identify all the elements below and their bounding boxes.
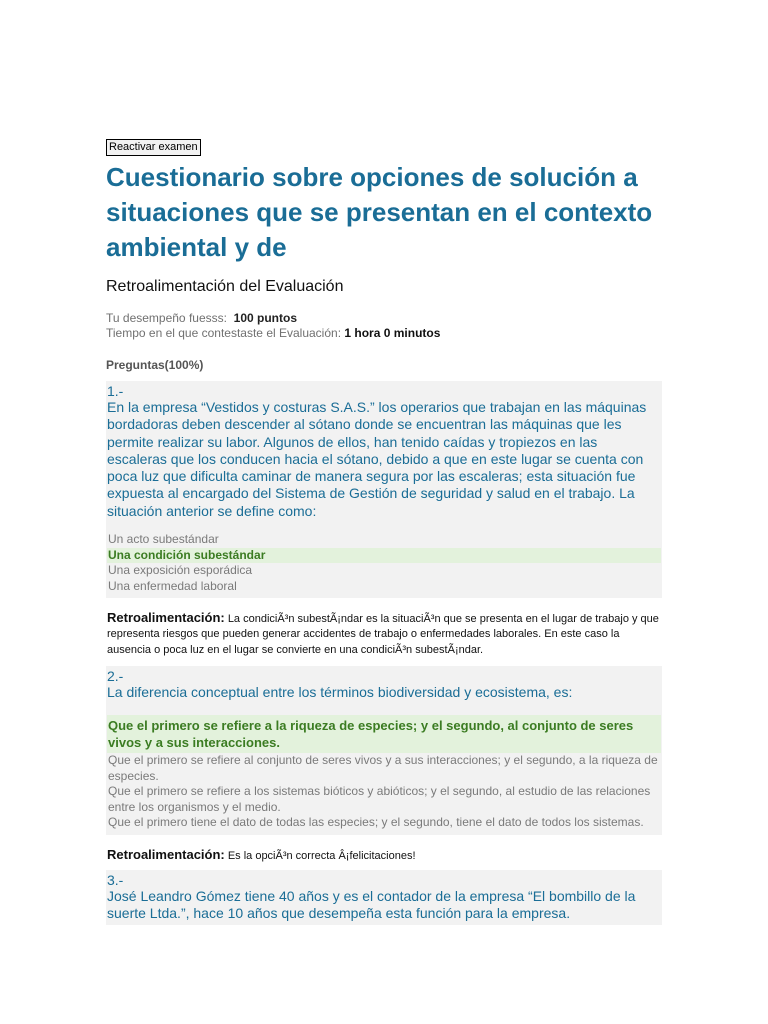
question-number: 2.-	[107, 667, 124, 684]
question-2	[106, 666, 662, 835]
reactivate-exam-button[interactable]: Reactivar examen	[106, 139, 201, 156]
answer-options	[107, 532, 661, 594]
time-label: Tiempo en el que contestaste el Evaluación:	[106, 326, 342, 340]
answer-option: Una enfermedad laboral	[108, 578, 237, 593]
performance-summary	[106, 311, 662, 341]
feedback-label: Retroalimentación:	[107, 610, 225, 626]
answer-option: Una exposición esporádica	[108, 563, 253, 578]
question-text: La diferencia conceptual entre los términos biodiversidad y ecosistema, es:	[107, 683, 573, 700]
question-text: En la empresa “Vestidos y costuras S.A.S.” los operarios que trabajan en las máquinas bordadoras deben descender al sótano donde se encuentran las máquinas que les permite realizar su labor. Algunos de ellos, han tenido caídas y tropiezos en las escaleras que los conducen hacia el sótano, debido a que en este lugar se cuenta con poca luz que dificulta caminar de manera segura por las escaleras; esta situación fue expuesta al encargado del Sistema de Gestión de seguridad y salud en el trabajo. La situación anterior se define como:	[107, 399, 647, 519]
question-number: 3.-	[107, 872, 124, 889]
feedback-heading: Retroalimentación del Evaluación	[106, 278, 344, 295]
question-text: José Leandro Gómez tiene 40 años y es el contador de la empresa “El bombillo de la suerte Ltda.”, hace 10 años que desempeña esta función para la empresa.	[107, 888, 636, 922]
answer-option-correct: Una condición subestándar	[107, 548, 661, 564]
question-1	[106, 381, 662, 598]
time-value: 1 hora 0 minutos	[344, 326, 441, 340]
answer-option: Que el primero tiene el dato de todas las especies; y el segundo, tiene el dato de todos los sistemas.	[108, 815, 644, 830]
page-title: Cuestionario sobre opciones de solución a situaciones que se presentan en el contexto ambiental y de	[106, 162, 653, 262]
question-3	[106, 870, 662, 925]
questions-heading: Preguntas(100%)	[106, 358, 204, 372]
feedback-text: La condiciÃ³n subestÃ¡ndar es la situaciÃ³n que se presenta en el lugar de trabajo y que representa riesgos que pueden generar accidentes de trabajo o enfermedades laborales. En este caso la ausencia o poca luz en el lugar se convierte en una condiciÃ³n subestÃ¡ndar.	[107, 613, 659, 656]
score-value: 100 puntos	[233, 311, 297, 325]
question-1-feedback	[106, 610, 662, 658]
answer-option: Que el primero se refiere al conjunto de seres vivos y a sus interacciones; y el segundo, a la riqueza de especies.	[108, 753, 658, 783]
answer-options	[107, 715, 661, 831]
feedback-label: Retroalimentación:	[107, 846, 225, 862]
time-line	[106, 326, 662, 341]
question-2-feedback	[106, 847, 662, 864]
question-number: 1.-	[107, 383, 124, 399]
score-label: Tu desempeño fuesss:	[106, 311, 227, 325]
score-line	[106, 311, 662, 326]
feedback-text: Es la opciÃ³n correcta Â¡felicitaciones!	[227, 849, 416, 862]
answer-option: Un acto subestándar	[108, 532, 219, 547]
answer-option-correct: Que el primero se refiere a la riqueza de especies; y el segundo, al conjunto de seres vivos y a sus interacciones.	[107, 715, 661, 753]
exam-feedback-page	[106, 137, 662, 925]
answer-option: Que el primero se refiere a los sistemas bióticos y abióticos; y el segundo, al estudio de las relaciones entre los organismos y el medio.	[108, 784, 651, 814]
